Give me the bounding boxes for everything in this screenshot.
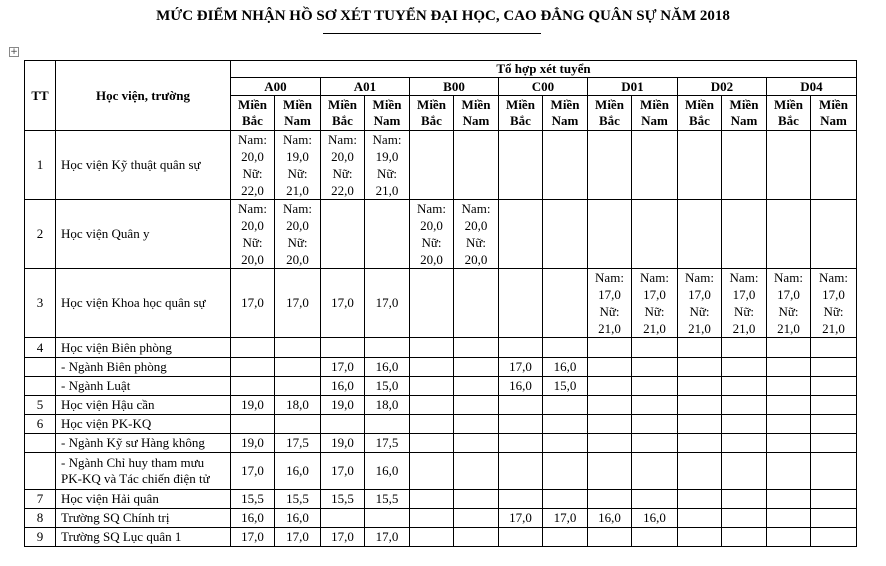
score-cell	[722, 338, 767, 358]
score-cell	[588, 415, 632, 434]
score-cell	[767, 528, 811, 547]
score-cell	[767, 358, 811, 377]
table-row	[25, 269, 857, 338]
score-cell: 17,0	[321, 528, 365, 547]
row-number: 6	[25, 415, 56, 434]
header-region-north: Miền Bắc	[678, 96, 722, 131]
score-cell: 15,0	[365, 377, 410, 396]
score-cell	[410, 131, 454, 200]
score-cell	[767, 396, 811, 415]
score-cell	[678, 509, 722, 528]
score-cell	[454, 415, 499, 434]
header-region-south: Miền Nam	[454, 96, 499, 131]
school-name: Học viện Khoa học quân sự	[56, 269, 231, 338]
row-number: 5	[25, 396, 56, 415]
row-number: 2	[25, 200, 56, 269]
header-combo: Tổ hợp xét tuyển	[231, 61, 857, 78]
school-name: Học viện Hậu cần	[56, 396, 231, 415]
score-cell	[543, 396, 588, 415]
score-cell	[454, 396, 499, 415]
header-region-north: Miền Bắc	[499, 96, 543, 131]
score-cell	[454, 490, 499, 509]
score-cell	[275, 415, 321, 434]
score-cell	[767, 453, 811, 490]
score-cell	[454, 528, 499, 547]
header-region-south: Miền Nam	[811, 96, 857, 131]
score-cell	[454, 269, 499, 338]
row-number	[25, 453, 56, 490]
score-cell: 17,0	[231, 528, 275, 547]
table-row	[25, 434, 857, 453]
score-cell	[632, 453, 678, 490]
score-cell	[454, 131, 499, 200]
score-cell	[722, 200, 767, 269]
score-cell: 16,0	[632, 509, 678, 528]
score-cell	[543, 200, 588, 269]
school-name: Học viện Quân y	[56, 200, 231, 269]
score-cell: 18,0	[275, 396, 321, 415]
score-cell: Nam: 20,0 Nữ: 22,0	[231, 131, 275, 200]
score-cell: 16,0	[588, 509, 632, 528]
school-name: Học viện PK-KQ	[56, 415, 231, 434]
score-cell	[588, 358, 632, 377]
score-cell: 17,5	[275, 434, 321, 453]
score-cell: Nam: 17,0 Nữ: 21,0	[632, 269, 678, 338]
score-cell	[543, 269, 588, 338]
score-cell	[454, 453, 499, 490]
score-cell	[632, 377, 678, 396]
score-cell	[410, 490, 454, 509]
score-cell	[678, 490, 722, 509]
score-cell	[454, 338, 499, 358]
school-name: - Ngành Biên phòng	[56, 358, 231, 377]
table-row	[25, 131, 857, 200]
table-row	[25, 528, 857, 547]
score-cell: 17,0	[321, 358, 365, 377]
score-cell	[811, 509, 857, 528]
score-cell	[767, 434, 811, 453]
score-cell: Nam: 19,0 Nữ: 21,0	[365, 131, 410, 200]
header-region-south: Miền Nam	[632, 96, 678, 131]
score-cell: Nam: 20,0 Nữ: 20,0	[275, 200, 321, 269]
score-cell	[811, 434, 857, 453]
score-cell	[275, 338, 321, 358]
table-row	[25, 396, 857, 415]
score-cell	[588, 338, 632, 358]
header-tt: TT	[25, 61, 56, 131]
table-row	[25, 415, 857, 434]
header-region-south: Miền Nam	[365, 96, 410, 131]
row-number: 7	[25, 490, 56, 509]
score-cell	[365, 415, 410, 434]
header-group-a01: A01	[321, 78, 410, 96]
score-cell	[410, 338, 454, 358]
score-cell	[410, 509, 454, 528]
header-region-south: Miền Nam	[543, 96, 588, 131]
page-title: MỨC ĐIỂM NHẬN HỒ SƠ XÉT TUYỂN ĐẠI HỌC, CAO ĐẲNG QUÂN SỰ NĂM 2018	[156, 8, 730, 24]
score-cell: 19,0	[231, 434, 275, 453]
score-cell	[632, 415, 678, 434]
score-cell: 16,0	[543, 358, 588, 377]
score-cell: 17,0	[321, 453, 365, 490]
score-cell: Nam: 19,0 Nữ: 21,0	[275, 131, 321, 200]
header-region-north: Miền Bắc	[588, 96, 632, 131]
score-cell	[678, 200, 722, 269]
school-name: Trường SQ Lục quân 1	[56, 528, 231, 547]
school-name: Học viện Biên phòng	[56, 338, 231, 358]
score-cell	[678, 396, 722, 415]
score-cell	[275, 377, 321, 396]
score-cell: 17,5	[365, 434, 410, 453]
score-cell	[588, 453, 632, 490]
header-region-south: Miền Nam	[722, 96, 767, 131]
score-cell	[811, 358, 857, 377]
score-cell	[722, 509, 767, 528]
header-school: Học viện, trường	[56, 61, 231, 131]
score-cell	[454, 358, 499, 377]
row-number: 3	[25, 269, 56, 338]
score-cell	[543, 453, 588, 490]
score-cell: 15,5	[365, 490, 410, 509]
school-name: Học viện Hải quân	[56, 490, 231, 509]
score-cell: 17,0	[275, 269, 321, 338]
header-group-b00: B00	[410, 78, 499, 96]
score-cell	[722, 131, 767, 200]
score-cell	[588, 200, 632, 269]
score-cell	[410, 377, 454, 396]
score-cell	[588, 377, 632, 396]
score-cell	[275, 358, 321, 377]
score-cell	[632, 396, 678, 415]
score-cell: 19,0	[321, 434, 365, 453]
score-cell	[678, 528, 722, 547]
score-cell: 17,0	[275, 528, 321, 547]
score-cell	[722, 453, 767, 490]
score-cell	[632, 200, 678, 269]
score-cell	[678, 131, 722, 200]
score-cell	[499, 453, 543, 490]
score-cell	[722, 434, 767, 453]
table-row	[25, 509, 857, 528]
score-cell	[410, 434, 454, 453]
score-cell	[543, 338, 588, 358]
score-cell: 19,0	[231, 396, 275, 415]
table-row	[25, 377, 857, 396]
score-cell	[767, 131, 811, 200]
score-cell	[499, 415, 543, 434]
score-cell	[678, 377, 722, 396]
table-row	[25, 453, 857, 490]
title-underline	[323, 33, 541, 34]
score-cell: Nam: 17,0 Nữ: 21,0	[767, 269, 811, 338]
score-cell	[588, 434, 632, 453]
header-region-north: Miền Bắc	[767, 96, 811, 131]
row-number	[25, 434, 56, 453]
score-cell	[588, 528, 632, 547]
score-cell: Nam: 20,0 Nữ: 20,0	[231, 200, 275, 269]
score-cell	[767, 490, 811, 509]
header-group-d02: D02	[678, 78, 767, 96]
score-cell	[767, 415, 811, 434]
score-cell: Nam: 20,0 Nữ: 22,0	[321, 131, 365, 200]
score-cell: 16,0	[275, 453, 321, 490]
header-group-d01: D01	[588, 78, 678, 96]
score-cell	[365, 509, 410, 528]
score-cell	[410, 396, 454, 415]
table-row	[25, 200, 857, 269]
score-cell	[811, 200, 857, 269]
score-cell	[410, 269, 454, 338]
school-name: - Ngành Chỉ huy tham mưu PK-KQ và Tác chiến điện tử	[56, 453, 231, 490]
score-cell	[410, 358, 454, 377]
score-cell	[811, 396, 857, 415]
score-cell	[678, 358, 722, 377]
score-cell: 16,0	[365, 358, 410, 377]
score-cell: Nam: 20,0 Nữ: 20,0	[454, 200, 499, 269]
score-cell	[722, 396, 767, 415]
score-cell	[632, 434, 678, 453]
score-cell	[454, 509, 499, 528]
score-cell: Nam: 17,0 Nữ: 21,0	[811, 269, 857, 338]
score-cell	[588, 490, 632, 509]
score-cell: 15,5	[321, 490, 365, 509]
score-cell	[543, 434, 588, 453]
score-cell: 17,0	[543, 509, 588, 528]
score-cell	[321, 200, 365, 269]
header-region-north: Miền Bắc	[410, 96, 454, 131]
score-cell	[410, 415, 454, 434]
score-cell	[588, 131, 632, 200]
score-cell	[499, 338, 543, 358]
score-cell: Nam: 20,0 Nữ: 20,0	[410, 200, 454, 269]
row-number: 9	[25, 528, 56, 547]
score-cell	[231, 338, 275, 358]
score-cell	[632, 131, 678, 200]
score-cell	[811, 338, 857, 358]
score-cell	[543, 415, 588, 434]
school-name: Học viện Kỹ thuật quân sự	[56, 131, 231, 200]
score-cell: 18,0	[365, 396, 410, 415]
score-cell	[811, 453, 857, 490]
header-group-a00: A00	[231, 78, 321, 96]
score-cell	[632, 358, 678, 377]
score-cell	[722, 490, 767, 509]
score-cell: Nam: 17,0 Nữ: 21,0	[588, 269, 632, 338]
row-number: 1	[25, 131, 56, 200]
score-cell	[811, 490, 857, 509]
row-number: 8	[25, 509, 56, 528]
score-cell	[632, 528, 678, 547]
score-cell	[543, 528, 588, 547]
score-cell	[722, 415, 767, 434]
score-cell: 16,0	[275, 509, 321, 528]
score-cell	[231, 377, 275, 396]
score-cell	[454, 434, 499, 453]
row-number	[25, 358, 56, 377]
score-cell	[767, 509, 811, 528]
row-number	[25, 377, 56, 396]
table-row	[25, 358, 857, 377]
score-cell	[678, 415, 722, 434]
score-cell: 15,0	[543, 377, 588, 396]
score-cell	[321, 415, 365, 434]
score-cell: 16,0	[499, 377, 543, 396]
school-name: Trường SQ Chính trị	[56, 509, 231, 528]
score-cell	[543, 131, 588, 200]
score-cell	[722, 358, 767, 377]
score-cell: 17,0	[231, 453, 275, 490]
score-cell: 17,0	[321, 269, 365, 338]
score-cell	[722, 377, 767, 396]
score-cell	[454, 377, 499, 396]
score-cell	[678, 338, 722, 358]
score-cell	[499, 200, 543, 269]
score-cell	[410, 528, 454, 547]
score-cell	[767, 377, 811, 396]
row-number: 4	[25, 338, 56, 358]
score-cell	[499, 434, 543, 453]
score-cell: 16,0	[231, 509, 275, 528]
score-cell	[499, 490, 543, 509]
score-cell	[767, 338, 811, 358]
header-region-north: Miền Bắc	[321, 96, 365, 131]
header-region-north: Miền Bắc	[231, 96, 275, 131]
score-cell: 15,5	[275, 490, 321, 509]
table-row	[25, 338, 857, 358]
score-cell	[588, 396, 632, 415]
score-cell: 16,0	[321, 377, 365, 396]
score-cell	[499, 269, 543, 338]
score-cell	[811, 377, 857, 396]
score-cell	[632, 490, 678, 509]
score-cell	[811, 131, 857, 200]
score-cell: 17,0	[499, 509, 543, 528]
score-cell: Nam: 17,0 Nữ: 21,0	[678, 269, 722, 338]
score-cell	[321, 509, 365, 528]
score-cell: 17,0	[365, 528, 410, 547]
score-cell	[811, 528, 857, 547]
school-name: - Ngành Kỹ sư Hàng không	[56, 434, 231, 453]
score-cell: 15,5	[231, 490, 275, 509]
score-cell: 19,0	[321, 396, 365, 415]
score-cell: 17,0	[499, 358, 543, 377]
score-cell	[632, 338, 678, 358]
score-cell	[410, 453, 454, 490]
score-cell	[678, 453, 722, 490]
score-cell	[365, 338, 410, 358]
score-cell	[231, 358, 275, 377]
score-cell	[499, 528, 543, 547]
score-cell	[678, 434, 722, 453]
score-cell	[231, 415, 275, 434]
score-cell	[811, 415, 857, 434]
score-cell: 17,0	[365, 269, 410, 338]
header-group-c00: C00	[499, 78, 588, 96]
header-region-south: Miền Nam	[275, 96, 321, 131]
school-name: - Ngành Luật	[56, 377, 231, 396]
score-cell	[543, 490, 588, 509]
score-cell: 16,0	[365, 453, 410, 490]
score-cell	[365, 200, 410, 269]
table-move-handle-icon[interactable]: +	[10, 47, 18, 57]
score-cell	[499, 396, 543, 415]
score-cell	[499, 131, 543, 200]
header-group-d04: D04	[767, 78, 857, 96]
score-cell	[321, 338, 365, 358]
admission-score-table	[24, 60, 857, 547]
score-cell: 17,0	[231, 269, 275, 338]
score-cell	[767, 200, 811, 269]
table-row	[25, 490, 857, 509]
score-cell	[722, 528, 767, 547]
score-cell: Nam: 17,0 Nữ: 21,0	[722, 269, 767, 338]
